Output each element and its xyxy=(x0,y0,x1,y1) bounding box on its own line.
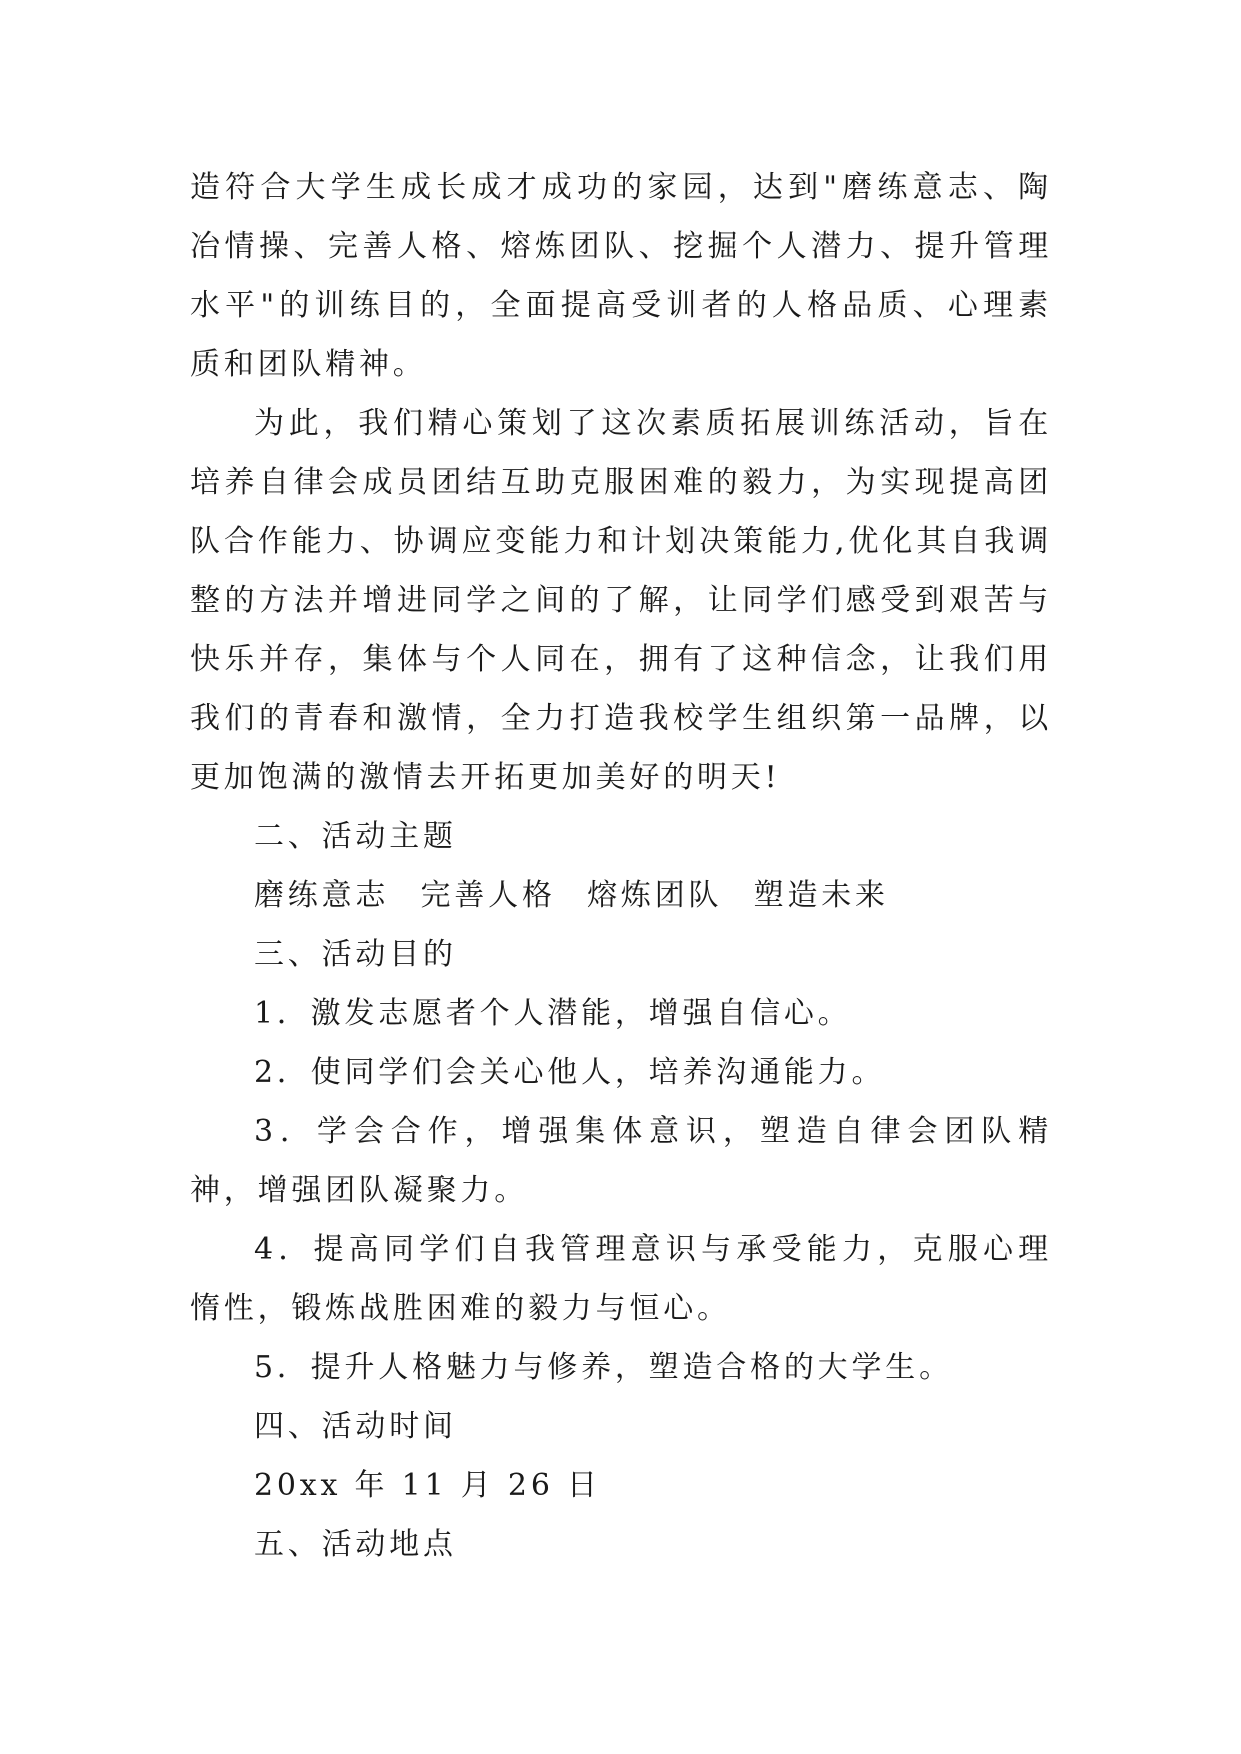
document-body xyxy=(190,158,1052,1574)
theme-line xyxy=(190,866,1052,925)
paragraph-purpose: 为此，我们精心策划了这次素质拓展训练活动，旨在培养自律会成员团结互助克服困难的毅力，为实现提高团队合作能力、协调应变能力和计划决策能力,优化其自我调整的方法并增进同学之间的了解，让同学们感受到艰苦与快乐并存，集体与个人同在，拥有了这种信念，让我们用我们的青春和激情，全力打造我校学生组织第一品牌，以更加饱满的激情去开拓更加美好的明天! xyxy=(190,406,1052,795)
goal-item-3: 3．学会合作，增强集体意识，塑造自律会团队精神，增强团队凝聚力。 xyxy=(190,1114,1052,1208)
section-heading-location: 五、活动地点 xyxy=(254,1527,457,1562)
section-heading-time: 四、活动时间 xyxy=(254,1409,457,1444)
goal-item-2: 2．使同学们会关心他人，培养沟通能力。 xyxy=(254,1055,886,1090)
section-heading-theme: 二、活动主题 xyxy=(254,819,457,854)
goal-item-1: 1．激发志愿者个人潜能，增强自信心。 xyxy=(254,996,852,1031)
theme-item: 熔炼团队 xyxy=(587,878,723,913)
theme-item: 塑造未来 xyxy=(753,878,889,913)
theme-item: 磨练意志 xyxy=(254,878,390,913)
event-date: 20xx 年 11 月 26 日 xyxy=(254,1468,601,1503)
goal-item-5: 5．提升人格魅力与修养，塑造合格的大学生。 xyxy=(254,1350,953,1385)
goal-item-4: 4．提高同学们自我管理意识与承受能力，克服心理惰性，锻炼战胜困难的毅力与恒心。 xyxy=(190,1232,1052,1326)
section-heading-goals: 三、活动目的 xyxy=(254,937,457,972)
theme-item: 完善人格 xyxy=(420,878,556,913)
paragraph-intro: 造符合大学生成长成才成功的家园，达到"磨练意志、陶冶情操、完善人格、熔炼团队、挖掘个人潜力、提升管理水平"的训练目的，全面提高受训者的人格品质、心理素质和团队精神。 xyxy=(190,170,1052,382)
